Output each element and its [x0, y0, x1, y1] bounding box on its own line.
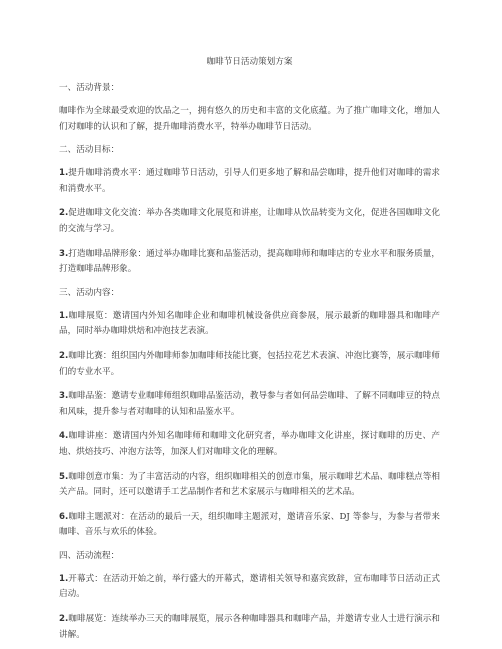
item-text: 打造咖啡品牌形象：通过举办咖啡比赛和品鉴活动，提高咖啡师和咖啡店的专业水平和服务质量，打造咖啡品牌形象。 — [59, 248, 440, 275]
list-item — [59, 572, 440, 603]
item-text: 咖啡品鉴：邀请专业咖啡师组织咖啡品鉴活动，教导参与者如何品尝咖啡、了解不同咖啡豆的特点和风味，提升参与者对咖啡的认知和品鉴水平。 — [59, 391, 440, 417]
item-number: 4. — [59, 431, 69, 442]
list-item — [59, 429, 440, 460]
item-number: 1. — [59, 573, 69, 584]
list-item — [59, 206, 440, 237]
item-number: 2. — [59, 350, 69, 361]
item-text: 开幕式：在活动开始之前，举行盛大的开幕式，邀请相关领导和嘉宾致辞，宣布咖啡节日活动正式启动。 — [59, 573, 440, 600]
item-number: 5. — [59, 471, 69, 482]
item-number: 2. — [59, 208, 69, 219]
list-item — [59, 510, 440, 541]
section-heading-background: 一、活动背景： — [59, 83, 120, 93]
item-text: 咖啡展览：连续举办三天的咖啡展览，展示各种咖啡器具和咖啡产品，并邀请专业人士进行演示和讲解。 — [59, 614, 440, 640]
section-heading-process: 四、活动流程： — [59, 550, 120, 561]
item-text: 咖啡创意市集：为了丰富活动的内容，组织咖啡相关的创意市集，展示咖啡艺术品、咖啡糕点等相关产品。同时，还可以邀请手工艺品制作者和艺术家展示与咖啡相关的艺术品。 — [59, 471, 440, 498]
list-item — [59, 389, 440, 420]
item-number: 6. — [59, 511, 69, 522]
item-number: 2. — [59, 614, 69, 625]
item-number: 3. — [59, 248, 69, 259]
item-number: 1. — [59, 310, 69, 321]
list-item — [59, 247, 440, 278]
item-text: 咖啡讲座：邀请国内外知名咖啡师和咖啡文化研究者，举办咖啡文化讲座，探讨咖啡的历史、产地、烘焙技巧、冲泡方法等，加深人们对咖啡文化的理解。 — [59, 431, 440, 457]
list-item — [59, 309, 440, 340]
section-heading-content: 三、活动内容： — [59, 287, 120, 298]
list-item — [59, 349, 440, 380]
item-text: 提升咖啡消费水平：通过咖啡节日活动，引导人们更多地了解和品尝咖啡，提升他们对咖啡的需求和消费水平。 — [59, 168, 440, 194]
item-text: 咖啡主题派对：在活动的最后一天，组织咖啡主题派对，邀请音乐家、DJ 等参与，为参与者带来咖啡、音乐与欢乐的体验。 — [59, 511, 440, 538]
section-heading-goals: 二、活动目标： — [59, 145, 120, 156]
paragraph — [59, 104, 440, 135]
item-text: 咖啡比赛：组织国内外咖啡师参加咖啡师技能比赛，包括拉花艺术表演、冲泡比赛等，展示咖啡师们的专业水平。 — [59, 350, 440, 377]
item-number: 1. — [59, 168, 69, 179]
item-number: 3. — [59, 391, 69, 402]
item-text: 促进咖啡文化交流：举办各类咖啡文化展览和讲座，让咖啡从饮品转变为文化，促进各国咖啡文化的交流与学习。 — [59, 208, 440, 234]
list-item — [59, 612, 440, 643]
document-title: 咖啡节日活动策划方案 — [206, 57, 293, 67]
list-item — [59, 470, 440, 501]
paragraph-text: 咖啡作为全球最受欢迎的饮品之一，拥有悠久的历史和丰富的文化底蕴。为了推广咖啡文化，增加人们对咖啡的认识和了解，提升咖啡消费水平，特举办咖啡节日活动。 — [59, 106, 440, 132]
item-text: 咖啡展览：邀请国内外知名咖啡企业和咖啡机械设备供应商参展，展示最新的咖啡器具和咖啡产品，同时举办咖啡烘焙和冲泡技艺表演。 — [59, 310, 440, 337]
list-item — [59, 166, 440, 197]
